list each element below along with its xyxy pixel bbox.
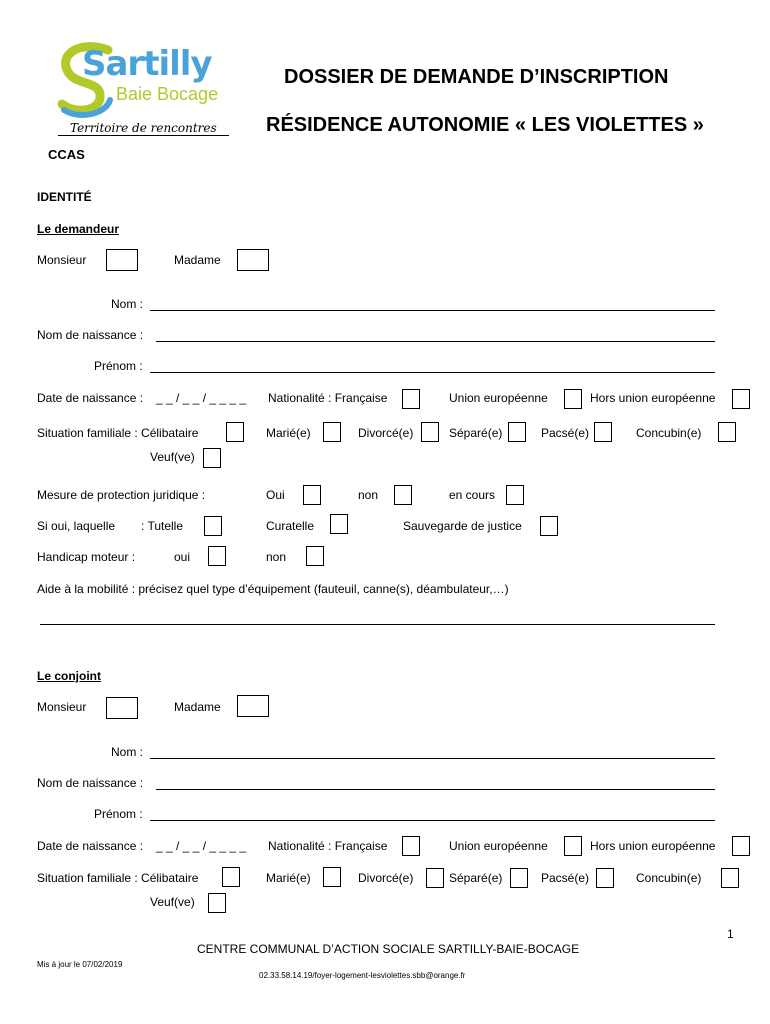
checkbox-conjoint-pacse[interactable] (596, 868, 614, 888)
input-conjoint-nom-naissance[interactable] (156, 789, 715, 790)
page-title-line1: DOSSIER DE DEMANDE D’INSCRIPTION (284, 66, 669, 88)
checkbox-mesure-en-cours[interactable] (506, 485, 524, 505)
checkbox-conjoint-marie[interactable] (323, 867, 341, 887)
label-situation: Situation familiale : Célibataire (37, 426, 199, 440)
label-sauvegarde: Sauvegarde de justice (403, 519, 522, 533)
checkbox-curatelle[interactable] (330, 514, 348, 534)
label-conjoint-prenom: Prénom : (94, 807, 143, 821)
label-mesure-oui: Oui (266, 488, 285, 502)
label-hors-union: Hors union européenne (590, 391, 716, 405)
label-nationalite: Nationalité : Française (268, 391, 388, 405)
label-conjoint-pacse: Pacsé(e) (541, 871, 590, 885)
label-conjoint-nationalite: Nationalité : Française (268, 839, 388, 853)
ccas-label: CCAS (48, 147, 85, 162)
label-pacse: Pacsé(e) (541, 426, 590, 440)
label-tutelle: : Tutelle (141, 519, 184, 533)
checkbox-conjoint-separe[interactable] (510, 868, 528, 888)
label-conjoint-hors-union: Hors union européenne (590, 839, 716, 853)
label-conjoint-marie: Marié(e) (266, 871, 311, 885)
label-handicap: Handicap moteur : (37, 550, 136, 564)
checkbox-conjoint-concubin[interactable] (721, 868, 739, 888)
input-nom[interactable] (150, 310, 715, 311)
checkbox-sauvegarde[interactable] (540, 516, 558, 536)
checkbox-conjoint-divorce[interactable] (426, 868, 444, 888)
label-conjoint-date-naissance: Date de naissance : (37, 839, 144, 853)
label-mesure-non: non (358, 488, 379, 502)
checkbox-concubin[interactable] (718, 422, 736, 442)
label-mesure-protection: Mesure de protection juridique : (37, 488, 206, 502)
checkbox-conjoint-francaise[interactable] (402, 836, 420, 856)
logo-tagline: Territoire de rencontres (58, 121, 229, 136)
checkbox-conjoint-monsieur[interactable] (106, 697, 138, 719)
label-conjoint-separe: Séparé(e) (449, 871, 503, 885)
footer-updated: Mis à jour le 07/02/2019 (37, 960, 123, 969)
subsection-heading-conjoint: Le conjoint (37, 669, 101, 683)
label-prenom: Prénom : (94, 359, 143, 373)
label-nom-naissance: Nom de naissance : (37, 328, 144, 342)
checkbox-hors-union[interactable] (732, 389, 750, 409)
checkbox-union[interactable] (564, 389, 582, 409)
label-conjoint-madame: Madame (174, 700, 221, 714)
input-conjoint-prenom[interactable] (150, 820, 715, 821)
checkbox-tutelle[interactable] (204, 516, 222, 536)
checkbox-celibataire[interactable] (226, 422, 244, 442)
label-conjoint-concubin: Concubin(e) (636, 871, 702, 885)
input-aide-mobilite[interactable] (40, 624, 715, 625)
checkbox-marie[interactable] (323, 422, 341, 442)
label-conjoint-union: Union européenne (449, 839, 548, 853)
page-title-line2: RÉSIDENCE AUTONOMIE « LES VIOLETTES » (266, 114, 704, 136)
checkbox-conjoint-union[interactable] (564, 836, 582, 856)
checkbox-divorce[interactable] (421, 422, 439, 442)
label-si-oui: Si oui, laquelle (37, 519, 116, 533)
label-mesure-en-cours: en cours (449, 488, 496, 502)
input-conjoint-nom[interactable] (150, 758, 715, 759)
label-handicap-non: non (266, 550, 287, 564)
label-conjoint-divorce: Divorcé(e) (358, 871, 414, 885)
checkbox-veuf[interactable] (203, 448, 221, 468)
label-date-naissance: Date de naissance : (37, 391, 144, 405)
label-conjoint-veuf: Veuf(ve) (150, 895, 195, 909)
checkbox-conjoint-madame[interactable] (237, 695, 269, 717)
input-conjoint-date-naissance[interactable]: _ _ / _ _ / _ _ _ _ (156, 839, 247, 853)
page-number: 1 (727, 927, 734, 941)
checkbox-conjoint-hors-union[interactable] (732, 836, 750, 856)
label-madame: Madame (174, 253, 221, 267)
label-divorce: Divorcé(e) (358, 426, 414, 440)
footer-org: CENTRE COMMUNAL D’ACTION SOCIALE SARTILLY-BAIE-BOCAGE (197, 942, 580, 956)
label-aide-mobilite: Aide à la mobilité : précisez quel type d’équipement (fauteuil, canne(s), déambulateur,…) (37, 582, 509, 596)
checkbox-separe[interactable] (508, 422, 526, 442)
checkbox-conjoint-celibataire[interactable] (222, 867, 240, 887)
label-conjoint-monsieur: Monsieur (37, 700, 87, 714)
checkbox-madame[interactable] (237, 249, 269, 271)
label-concubin: Concubin(e) (636, 426, 702, 440)
label-monsieur: Monsieur (37, 253, 87, 267)
label-marie: Marié(e) (266, 426, 311, 440)
logo-sub: Baie Bocage (116, 84, 219, 104)
checkbox-handicap-oui[interactable] (208, 546, 226, 566)
checkbox-handicap-non[interactable] (306, 546, 324, 566)
logo (44, 36, 244, 146)
label-handicap-oui: oui (174, 550, 191, 564)
input-nom-naissance[interactable] (156, 341, 715, 342)
checkbox-mesure-oui[interactable] (303, 485, 321, 505)
checkbox-pacse[interactable] (594, 422, 612, 442)
label-conjoint-situation: Situation familiale : Célibataire (37, 871, 199, 885)
input-date-naissance[interactable]: _ _ / _ _ / _ _ _ _ (156, 391, 247, 405)
label-union: Union européenne (449, 391, 548, 405)
label-curatelle: Curatelle (266, 519, 315, 533)
label-separe: Séparé(e) (449, 426, 503, 440)
checkbox-monsieur[interactable] (106, 249, 138, 271)
input-prenom[interactable] (150, 372, 715, 373)
checkbox-francaise[interactable] (402, 389, 420, 409)
subsection-heading-demandeur: Le demandeur (37, 222, 120, 236)
footer-contact: 02.33.58.14.19/foyer-logement-lesviolettes.sbb@orange.fr (259, 971, 466, 980)
checkbox-conjoint-veuf[interactable] (208, 893, 226, 913)
section-heading-identite: IDENTITÉ (37, 190, 92, 204)
label-conjoint-nom-naissance: Nom de naissance : (37, 776, 144, 790)
label-conjoint-nom: Nom : (111, 745, 144, 759)
logo-name: Sartilly (82, 44, 212, 84)
checkbox-mesure-non[interactable] (394, 485, 412, 505)
label-nom: Nom : (111, 297, 144, 311)
label-veuf: Veuf(ve) (150, 450, 195, 464)
